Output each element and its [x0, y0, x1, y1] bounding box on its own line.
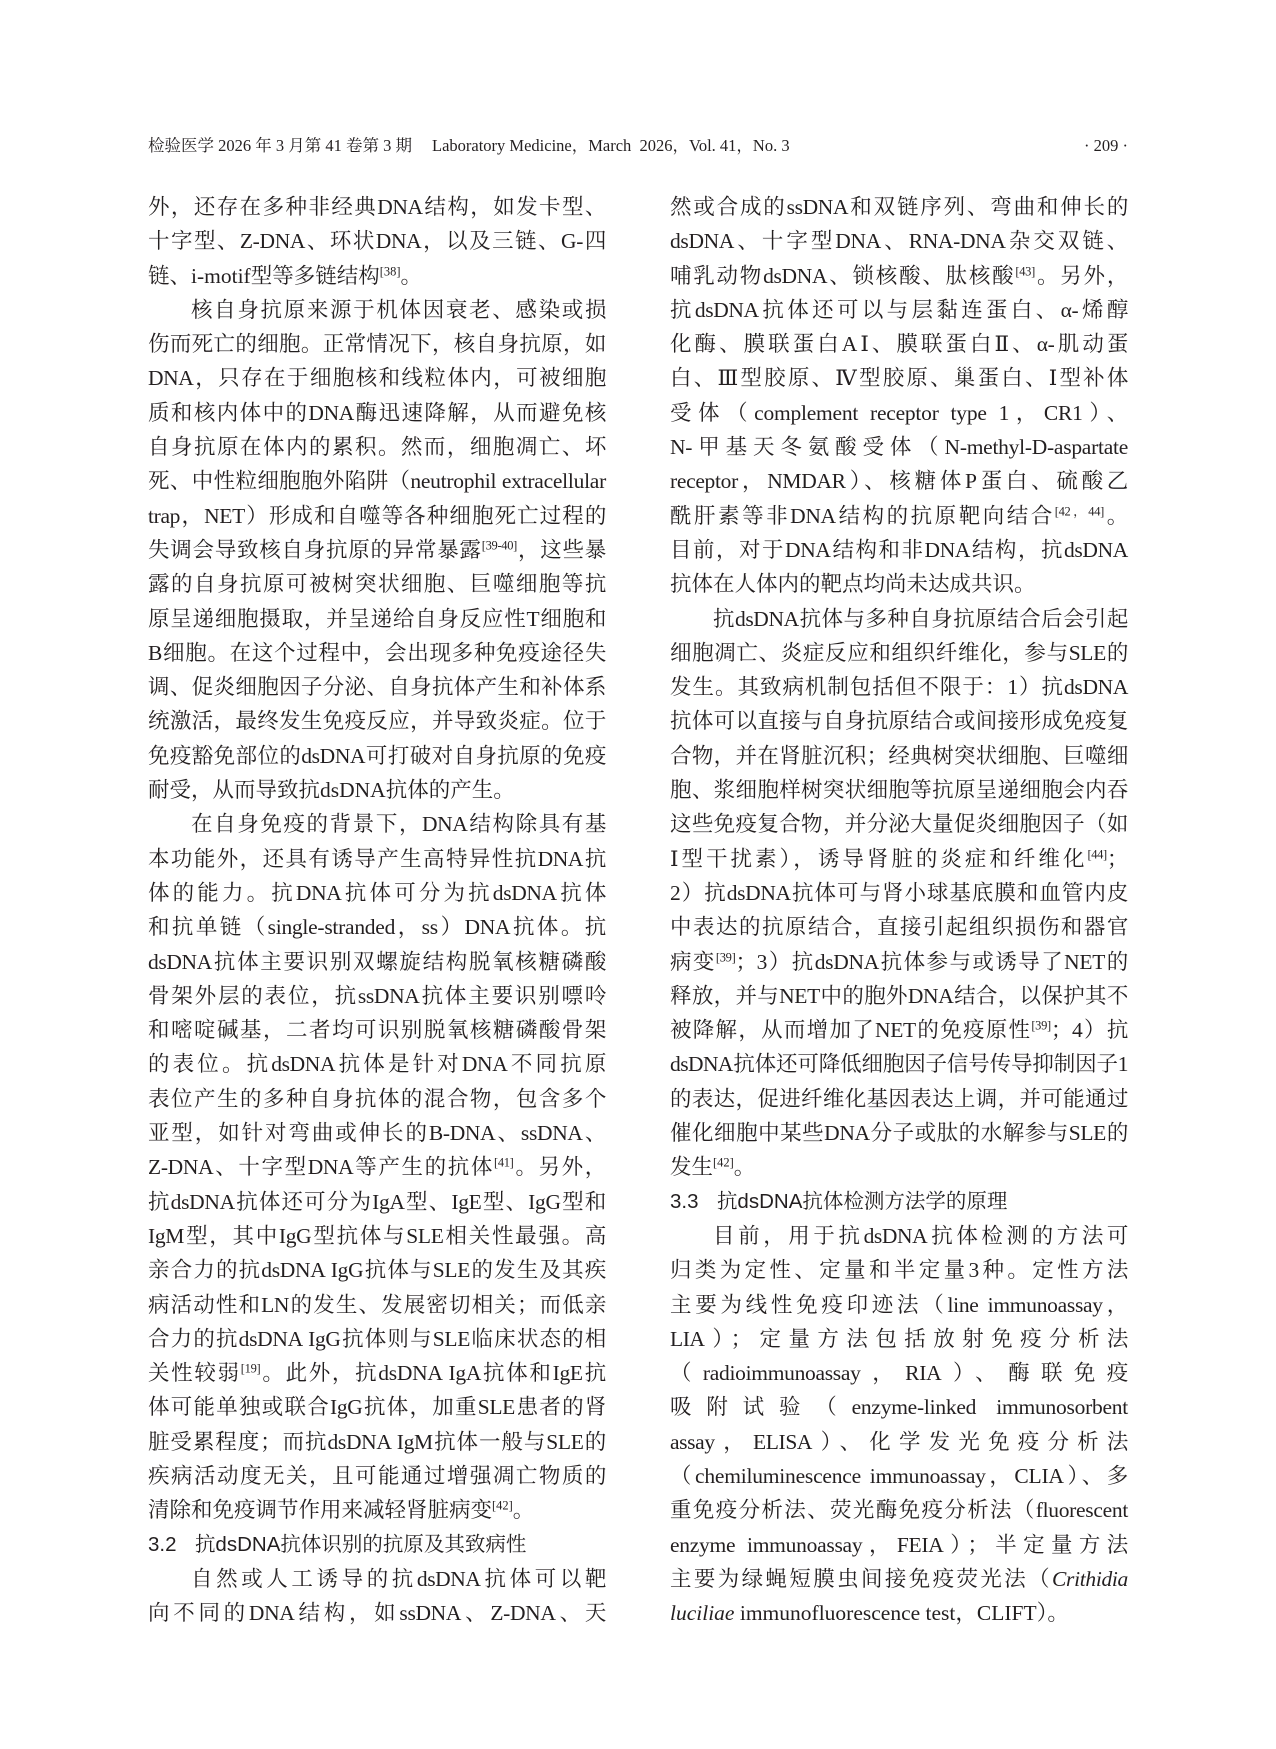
line-text: 表位产生的多种自身抗体的混合物，包含多个 — [148, 1086, 606, 1111]
text-line — [148, 636, 606, 670]
line-text: 在自身免疫的背景下，DNA结构除具有基 — [191, 812, 606, 837]
paragraph — [670, 190, 1128, 602]
line-text: dsDNA抗体主要识别双螺旋结构脱氧核糖磷酸 — [148, 949, 606, 974]
text-line — [670, 1082, 1128, 1116]
line-text: 失调会导致核自身抗原的异常暴露 — [148, 537, 482, 562]
line-text: 自身抗原在体内的累积。然而，细胞凋亡、坏 — [148, 435, 606, 460]
text-line — [670, 1425, 1128, 1459]
text-line — [670, 602, 1128, 636]
section-number: 3.3 — [670, 1189, 699, 1213]
line-text: 质和核内体中的DNA酶迅速降解，从而避免核 — [148, 400, 606, 425]
journal-title-cn: 检验医学 2026 年 3 月第 41 卷第 3 期 — [148, 136, 412, 155]
line-text: ；4）抗 — [1050, 1018, 1128, 1043]
text-line — [670, 293, 1128, 327]
text-line — [148, 773, 606, 807]
text-line — [670, 636, 1128, 670]
line-text: 主要为绿蝇短膜虫间接免疫荧光法（ — [670, 1566, 1053, 1591]
text-line — [670, 910, 1128, 944]
line-text: 。 — [1103, 503, 1128, 528]
page-number: · 209 · — [1084, 136, 1128, 155]
line-text: 伤而死亡的细胞。正常情况下，核自身抗原，如 — [148, 332, 606, 357]
text-line — [148, 533, 606, 567]
line-text: 重免疫分析法、荧光酶免疫分析法（fluorescent — [670, 1498, 1128, 1523]
line-text: 。 — [512, 1498, 535, 1523]
line-text: 疾病活动度无关，且可能通过增强凋亡物质的 — [148, 1463, 606, 1488]
text-line — [148, 704, 606, 738]
citation-superscript: [38] — [379, 264, 401, 279]
line-text: 调、促炎细胞因子分泌、自身抗体产生和补体系 — [148, 675, 606, 700]
text-line — [148, 1322, 606, 1356]
section-heading — [670, 1185, 1128, 1219]
line-text: 和嘧啶碱基，二者均可识别脱氧核糖磷酸骨架 — [148, 1018, 606, 1043]
line-text: 露的自身抗原可被树突状细胞、巨噬细胞等抗 — [148, 572, 606, 597]
line-text: 白、Ⅲ型胶原、Ⅳ型胶原、巢蛋白、Ⅰ型补体 — [670, 366, 1128, 391]
line-text: 胞、浆细胞样树突状细胞等抗原呈递细胞会内吞 — [670, 778, 1128, 803]
text-line — [148, 1185, 606, 1219]
text-line — [670, 979, 1128, 1013]
citation-superscript: [39-40] — [481, 538, 517, 553]
line-text: 酰肝素等非DNA结构的抗原靶向结合 — [670, 503, 1055, 528]
text-line — [670, 499, 1128, 533]
text-line — [670, 1562, 1128, 1596]
text-line — [148, 1047, 606, 1081]
line-text: 抗体在人体内的靶点均尚未达成共识。 — [670, 572, 1036, 597]
line-text: 外，还存在多种非经典DNA结构，如发卡型、 — [148, 195, 606, 219]
text-line — [670, 1047, 1128, 1081]
text-line — [670, 224, 1128, 258]
line-text: 。 — [733, 1155, 756, 1180]
text-line — [148, 499, 606, 533]
text-line — [670, 1596, 1128, 1630]
line-text: 化酶、膜联蛋白AⅠ、膜联蛋白Ⅱ、α-肌动蛋 — [670, 332, 1128, 357]
text-line — [670, 773, 1128, 807]
line-text: 。另外， — [1034, 263, 1128, 288]
paragraph — [148, 190, 606, 293]
line-text: 目前，用于抗dsDNA抗体检测的方法可 — [713, 1223, 1128, 1248]
line-text: trap，NET）形成和自噬等各种细胞死亡过程的 — [148, 503, 606, 528]
text-line — [148, 293, 606, 327]
line-text: 发生。其致病机制包括但不限于：1）抗dsDNA — [670, 675, 1128, 700]
line-text: 亲合力的抗dsDNA IgG抗体与SLE的发生及其疾 — [148, 1258, 606, 1283]
section-heading — [148, 1528, 606, 1562]
italic-term: luciliae — [670, 1601, 735, 1626]
line-text: 骨架外层的表位，抗ssDNA抗体主要识别嘌呤 — [148, 983, 606, 1008]
section-number: 3.2 — [148, 1532, 177, 1556]
text-line — [670, 945, 1128, 979]
text-line — [148, 1150, 606, 1184]
text-line — [148, 1425, 606, 1459]
text-line — [148, 361, 606, 395]
line-text: 向不同的DNA结构，如ssDNA、Z-DNA、天 — [148, 1601, 606, 1626]
line-text: 细胞凋亡、炎症反应和组织纤维化，参与SLE的 — [670, 640, 1128, 665]
text-line — [148, 1459, 606, 1493]
line-text: 归类为定性、定量和半定量3种。定性方法 — [670, 1258, 1128, 1283]
text-line — [148, 1493, 606, 1527]
line-text: enzyme immunoassay，FEIA）；半定量方法 — [670, 1532, 1128, 1557]
text-line — [670, 1253, 1128, 1287]
text-line — [148, 602, 606, 636]
text-line — [148, 739, 606, 773]
line-text: DNA，只存在于细胞核和线粒体内，可被细胞 — [148, 366, 606, 391]
text-line — [148, 1013, 606, 1047]
text-line — [670, 1150, 1128, 1184]
text-line — [670, 1356, 1128, 1390]
paragraph — [148, 293, 606, 807]
line-text: ；3）抗dsDNA抗体参与或诱导了NET的 — [735, 949, 1128, 974]
line-text: 。另外， — [513, 1155, 606, 1180]
citation-superscript: [43] — [1015, 264, 1035, 279]
text-line — [670, 704, 1128, 738]
text-line — [670, 1390, 1128, 1424]
journal-title-en: Laboratory Medicine，March 2026，Vol. 41，No. 3 — [432, 136, 790, 155]
citation-superscript: [39] — [1031, 1018, 1051, 1033]
citation-superscript: [19] — [240, 1361, 261, 1376]
line-text: 目前，对于DNA结构和非DNA结构，抗dsDNA — [670, 537, 1128, 562]
line-text: 发生 — [670, 1155, 714, 1180]
line-text: 病活动性和LN的发生、发展密切相关；而低亲 — [148, 1292, 606, 1317]
line-text: 合力的抗dsDNA IgG抗体则与SLE临床状态的相 — [148, 1326, 606, 1351]
line-text: 抗dsDNA抗体还可分为IgA型、IgE型、IgG型和 — [148, 1189, 606, 1214]
line-text: receptor，NMDAR）、核糖体P蛋白、硫酸乙 — [670, 469, 1128, 494]
text-line — [148, 1390, 606, 1424]
citation-superscript: [42] — [713, 1155, 734, 1170]
text-line — [148, 1596, 606, 1630]
text-line — [148, 224, 606, 258]
line-text: 的表位。抗dsDNA抗体是针对DNA不同抗原 — [148, 1052, 606, 1077]
line-text: 病变 — [670, 949, 716, 974]
line-text: immunofluorescence test，CLIFT）。 — [734, 1601, 1069, 1626]
text-line — [670, 1493, 1128, 1527]
text-line — [148, 1219, 606, 1253]
text-line — [148, 430, 606, 464]
text-line — [670, 190, 1128, 224]
line-text: 自然或人工诱导的抗dsDNA抗体可以靶 — [191, 1566, 606, 1591]
citation-superscript: [41] — [493, 1155, 514, 1170]
line-text: N-甲基天冬氨酸受体（N-methyl-D-aspartate — [670, 435, 1128, 460]
line-text: 十字型、Z-DNA、环状DNA，以及三链、G-四 — [148, 229, 606, 254]
text-line — [148, 327, 606, 361]
line-text: Z-DNA、十字型DNA等产生的抗体 — [148, 1155, 494, 1180]
line-text: 原呈递细胞摄取，并呈递给自身反应性T细胞和 — [148, 606, 606, 631]
line-text: 耐受，从而导致抗dsDNA抗体的产生。 — [148, 778, 515, 803]
line-text: （radioimmunoassay，RIA）、酶联免疫 — [670, 1361, 1128, 1386]
text-line — [670, 1219, 1128, 1253]
line-text: 2）抗dsDNA抗体可与肾小球基底膜和血管内皮 — [670, 880, 1128, 905]
text-line — [148, 945, 606, 979]
text-line — [148, 567, 606, 601]
text-line — [670, 1116, 1128, 1150]
citation-superscript: [39] — [715, 950, 736, 965]
paragraph — [148, 1562, 606, 1631]
text-line — [148, 807, 606, 841]
text-line — [148, 876, 606, 910]
text-line — [148, 190, 606, 224]
paragraph — [670, 602, 1128, 1185]
text-line — [148, 259, 606, 293]
text-line — [670, 464, 1128, 498]
line-text: B细胞。在这个过程中，会出现多种免疫途径失 — [148, 640, 606, 665]
text-line — [670, 396, 1128, 430]
line-text: 链、i-motif型等多链结构 — [148, 263, 380, 288]
text-line — [670, 876, 1128, 910]
line-text: 抗体可以直接与自身抗原结合或间接形成免疫复 — [670, 709, 1128, 734]
citation-superscript: [42] — [492, 1498, 513, 1513]
left-column — [148, 190, 606, 1630]
line-text: 本功能外，还具有诱导产生高特异性抗DNA抗 — [148, 846, 606, 871]
line-text: 免疫豁免部位的dsDNA可打破对自身抗原的免疫 — [148, 743, 606, 768]
line-text: 。 — [400, 263, 423, 288]
running-header — [148, 134, 1128, 158]
line-text: Ⅰ型干扰素），诱导肾脏的炎症和纤维化 — [670, 846, 1088, 871]
line-text: dsDNA抗体还可降低细胞因子信号传导抑制因子1 — [670, 1052, 1128, 1077]
text-line — [670, 1459, 1128, 1493]
text-line — [670, 842, 1128, 876]
line-text: 哺乳动物dsDNA、锁核酸、肽核酸 — [670, 263, 1016, 288]
text-line — [670, 670, 1128, 704]
text-line — [148, 670, 606, 704]
line-text: 抗dsDNA抗体与多种自身抗原结合后会引起 — [713, 606, 1128, 631]
section-title: 抗dsDNA抗体识别的抗原及其致病性 — [194, 1532, 527, 1556]
text-line — [148, 1253, 606, 1287]
text-line — [670, 739, 1128, 773]
line-text: ； — [1106, 846, 1128, 871]
text-line — [670, 1013, 1128, 1047]
line-text: 被降解，从而增加了NET的免疫原性 — [670, 1018, 1032, 1043]
line-text: 吸附试验（enzyme-linked immunosorbent — [670, 1395, 1128, 1420]
line-text: 体可能单独或联合IgG抗体，加重SLE患者的肾 — [148, 1395, 606, 1420]
paragraph — [670, 1219, 1128, 1631]
text-line — [148, 1288, 606, 1322]
citation-superscript: [44] — [1087, 847, 1107, 862]
text-line — [148, 1116, 606, 1150]
text-line — [148, 979, 606, 1013]
line-text: 合物，并在肾脏沉积；经典树突状细胞、巨噬细 — [670, 743, 1128, 768]
line-text: 亚型，如针对弯曲或伸长的B-DNA、ssDNA、 — [148, 1121, 606, 1146]
text-line — [670, 1528, 1128, 1562]
text-line — [670, 1288, 1128, 1322]
text-line — [670, 533, 1128, 567]
text-line — [148, 910, 606, 944]
line-text: LIA）；定量方法包括放射免疫分析法 — [670, 1326, 1128, 1351]
text-line — [670, 1322, 1128, 1356]
line-text: 关性较弱 — [148, 1361, 241, 1386]
text-line — [670, 807, 1128, 841]
citation-superscript: [42，44] — [1054, 504, 1104, 519]
line-text: 核自身抗原来源于机体因衰老、感染或损 — [191, 297, 606, 322]
line-text: 主要为线性免疫印迹法（line immunoassay， — [670, 1292, 1128, 1317]
line-text: 死、中性粒细胞胞外陷阱（neutrophil extracellular — [148, 469, 606, 494]
line-text: 然或合成的ssDNA和双链序列、弯曲和伸长的 — [670, 195, 1128, 219]
line-text: 中表达的抗原结合，直接引起组织损伤和器官 — [670, 915, 1128, 940]
text-line — [148, 1356, 606, 1390]
line-text: 清除和免疫调节作用来减轻肾脏病变 — [148, 1498, 493, 1523]
right-column — [670, 190, 1128, 1630]
text-line — [670, 430, 1128, 464]
line-text: assay，ELISA）、化学发光免疫分析法 — [670, 1429, 1128, 1454]
line-text: 释放，并与NET中的胞外DNA结合，以保护其不 — [670, 983, 1128, 1008]
line-text: 和抗单链（single-stranded，ss）DNA抗体。抗 — [148, 915, 606, 940]
text-line — [148, 842, 606, 876]
line-text: 。此外，抗dsDNA IgA抗体和IgE抗 — [260, 1361, 606, 1386]
line-text: 抗dsDNA抗体还可以与层黏连蛋白、α-烯醇 — [670, 297, 1128, 322]
line-text: 催化细胞中某些DNA分子或肽的水解参与SLE的 — [670, 1121, 1128, 1146]
line-text: 脏受累程度；而抗dsDNA IgM抗体一般与SLE的 — [148, 1429, 606, 1454]
line-text: 统激活，最终发生免疫反应，并导致炎症。位于 — [148, 709, 606, 734]
line-text: dsDNA、十字型DNA、RNA-DNA杂交双链、 — [670, 229, 1128, 254]
text-line — [148, 1562, 606, 1596]
section-title: 抗dsDNA抗体检测方法学的原理 — [716, 1189, 1008, 1213]
text-line — [148, 464, 606, 498]
line-text: （chemiluminescence immunoassay，CLIA）、多 — [670, 1463, 1128, 1488]
italic-term: Crithidia — [1052, 1566, 1128, 1591]
text-line — [670, 259, 1128, 293]
line-text: 体的能力。抗DNA抗体可分为抗dsDNA抗体 — [148, 880, 606, 905]
text-line — [670, 361, 1128, 395]
text-line — [670, 567, 1128, 601]
line-text: IgM型，其中IgG型抗体与SLE相关性最强。高 — [148, 1223, 606, 1248]
text-line — [148, 396, 606, 430]
line-text: ，这些暴 — [517, 537, 606, 562]
paragraph — [148, 807, 606, 1527]
line-text: 这些免疫复合物，并分泌大量促炎细胞因子（如 — [670, 812, 1128, 837]
line-text: 的表达，促进纤维化基因表达上调，并可能通过 — [670, 1086, 1128, 1111]
text-line — [670, 327, 1128, 361]
text-line — [148, 1082, 606, 1116]
line-text: 受体（complement receptor type 1，CR1）、 — [670, 400, 1128, 425]
